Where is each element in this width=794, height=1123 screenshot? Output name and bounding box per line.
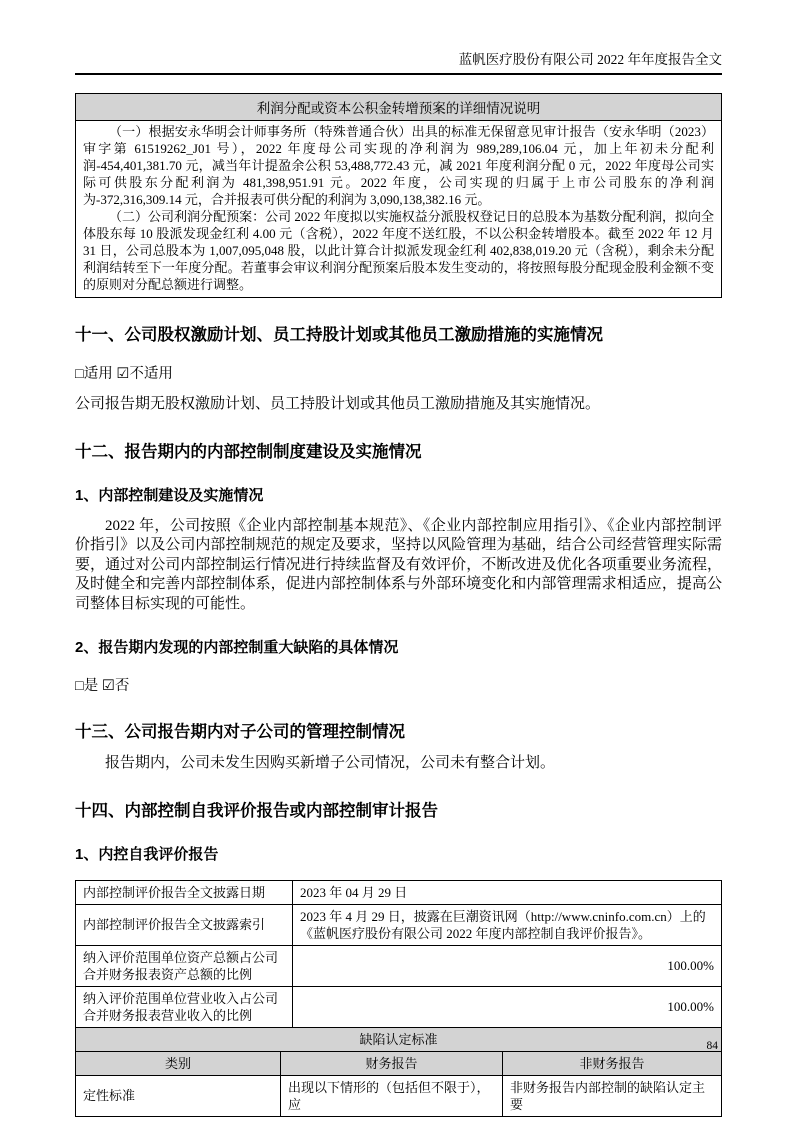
table-row: [76, 880, 722, 904]
qualitative-financial-cell: 出现以下情形的（包括但不限于），应: [281, 1075, 503, 1116]
section-13-paragraph: 报告期内，公司未发生因购买新增子公司情况，公司未有整合计划。: [105, 755, 556, 771]
table-row: [76, 945, 722, 986]
nonfinancial-report-column-header: 非财务报告: [503, 1051, 722, 1075]
section-11-statement: 公司报告期无股权激励计划、员工持股计划或其他员工激励措施及其实施情况。: [75, 396, 601, 412]
revenue-ratio-value: 100.00%: [293, 986, 722, 1027]
subsection-12-2-heading: 2、报告期内发现的内部控制重大缺陷的具体情况: [75, 639, 399, 656]
disclosure-date-label: 内部控制评价报告全文披露日期: [76, 880, 293, 904]
header-divider: [75, 73, 722, 75]
profit-distribution-table: [75, 93, 722, 298]
subsection-14-1-heading: 1、内控自我评价报告: [75, 845, 219, 863]
report-title: 蓝帆医疗股份有限公司 2022 年年度报告全文: [458, 52, 722, 67]
table-row: [76, 121, 722, 298]
major-defect-checkboxes: □是 ☑否: [75, 678, 130, 694]
revenue-ratio-label: 纳入评价范围单位营业收入占公司合并财务报表营业收入的比例: [76, 986, 293, 1027]
disclosure-index-label: 内部控制评价报告全文披露索引: [76, 904, 293, 945]
table-row: [76, 94, 722, 121]
table-row: [76, 1027, 722, 1051]
profit-paragraph-1: （一）根据安永华明会计师事务所（特殊普通合伙）出具的标准无保留意见审计报告（安永华明（2023）审字第 61519262_J01 号），2022 年度母公司实现的净利润为 989,289,106.04 元，加上年初未分配利润-454,401,381.70 元，减当年计提盈余公积 53,488,772.43 元，减 2021 年度利润分配 0 元，2022 年度母公司实际可供股东分配利润为 481,398,951.91 元。2022 年度，公司实现的归属于上市公司股东的净利润为-372,316,309.14 元，合并报表可供分配的利润为 3,090,138,382.16 元。: [83, 124, 714, 207]
profit-table-body: [76, 121, 722, 298]
financial-report-column-header: 财务报告: [281, 1051, 503, 1075]
page-number: 84: [706, 1040, 718, 1052]
section-14-heading: 十四、内部控制自我评价报告或内部控制审计报告: [75, 801, 438, 820]
disclosure-date-value: 2023 年 04 月 29 日: [293, 880, 722, 904]
table-row: [76, 904, 722, 945]
qualitative-standard-label: 定性标准: [76, 1075, 281, 1116]
subsection-12-1-heading: 1、内部控制建设及实施情况: [75, 486, 264, 504]
section-11-applicability-checkboxes: □适用 ☑不适用: [75, 366, 173, 382]
section-11-heading: 十一、公司股权激励计划、员工持股计划或其他员工激励措施的实施情况: [75, 326, 603, 344]
internal-control-paragraph: 2022 年，公司按照《企业内部控制基本规范》、《企业内部控制应用指引》、《企业内部控制评价指引》以及公司内部控制规范的规定及要求，坚持以风险管理为基础，结合公司经营管理实际需要，通过对公司内部控制运行情况进行持续监督及有效评价，不断改进及优化各项重要业务流程，及时健全和完善内部控制体系，促进内部控制体系与外部环境变化和内部管理需求相适应，提高公司整体目标实现的可能性。: [75, 517, 722, 612]
asset-ratio-value: 100.00%: [293, 945, 722, 986]
table-row: [76, 1051, 722, 1075]
disclosure-index-value: 2023 年 4 月 29 日，披露在巨潮资讯网（http://www.cninfo.com.cn）上的《蓝帆医疗股份有限公司 2022 年度内部控制自我评价报告》。: [293, 904, 722, 945]
section-13-heading: 十三、公司报告期内对子公司的管理控制情况: [75, 723, 405, 741]
defect-standard-table: [75, 1027, 722, 1117]
profit-table-title: 利润分配或资本公积金转增预案的详细情况说明: [76, 94, 722, 121]
evaluation-report-table: [75, 880, 722, 1028]
qualitative-nonfinancial-cell: 非财务报告内部控制的缺陷认定主要: [503, 1075, 722, 1116]
table-row: [76, 986, 722, 1027]
profit-paragraph-2: （二）公司利润分配预案：公司 2022 年度拟以实施权益分派股权登记日的总股本为基数分配利润，拟向全体股东每 10 股派发现金红利 4.00 元（含税），2022 年度不送红股，不以公积金转增股本。截至 2022 年 12 月 31 日，公司总股本为 1,007,095,048 股，以此计算合计拟派发现金红利 402,838,019.20 元（含税），剩余未分配利润结转至下一年度分配。若董事会审议利润分配预案后股本发生变动的，将按照每股分配现金股利金额不变的原则对分配总额进行调整。: [83, 209, 714, 292]
asset-ratio-label: 纳入评价范围单位资产总额占公司合并财务报表资产总额的比例: [76, 945, 293, 986]
table-row: [76, 1075, 722, 1116]
section-12-heading: 十二、报告期内的内部控制制度建设及实施情况: [75, 442, 422, 461]
defect-standard-header: 缺陷认定标准: [76, 1027, 722, 1051]
category-column-header: 类别: [76, 1051, 281, 1075]
